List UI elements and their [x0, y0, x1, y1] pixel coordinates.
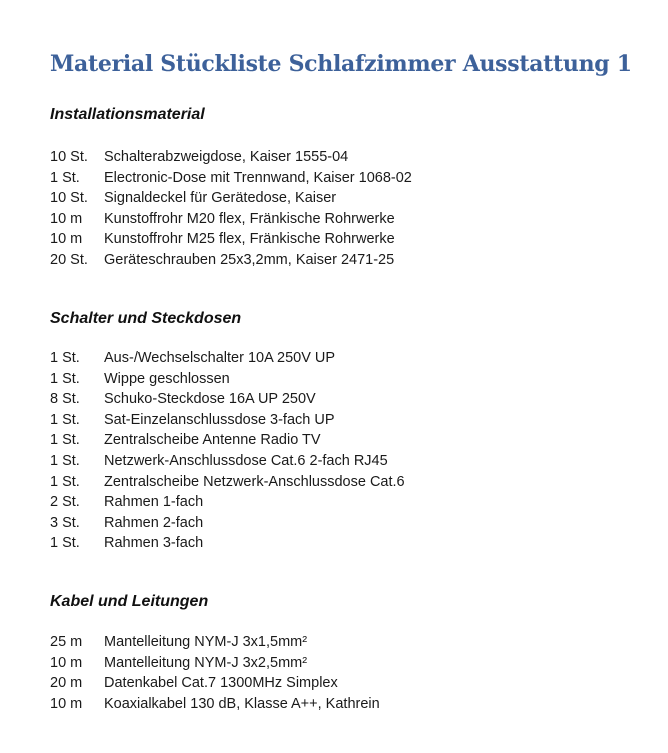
item-quantity: 20 m [50, 675, 83, 692]
item-quantity: 1 St. [50, 370, 80, 387]
list-item [50, 430, 405, 451]
list-item [50, 410, 405, 431]
item-description: Netzwerk-Anschlussdose Cat.6 2-fach RJ45 [104, 452, 388, 469]
item-description: Schuko-Steckdose 16A UP 250V [104, 391, 316, 408]
list-item [50, 492, 405, 513]
item-quantity: 10 m [50, 231, 83, 248]
item-description: Kunstoffrohr M20 flex, Fränkische Rohrwerke [104, 210, 395, 227]
item-description: Koaxialkabel 130 dB, Klasse A++, Kathrein [104, 695, 380, 712]
list-item [50, 513, 405, 534]
item-quantity: 1 St. [50, 473, 80, 490]
item-description: Aus-/Wechselschalter 10A 250V UP [104, 350, 336, 366]
item-description: Wippe geschlossen [104, 370, 230, 387]
item-quantity: 10 m [50, 654, 83, 671]
list-item [50, 673, 380, 694]
list-item [50, 472, 405, 493]
list-item [50, 451, 405, 472]
list-item [50, 369, 405, 390]
item-quantity: 3 St. [50, 514, 80, 531]
section-heading-schalter-und-steckdosen: Schalter und Steckdosen [50, 310, 242, 327]
item-description: Mantelleitung NYM-J 3x1,5mm² [104, 634, 308, 650]
list-item [50, 348, 405, 369]
list-item [50, 653, 380, 674]
section-heading-installationsmaterial: Installationsmaterial [50, 106, 205, 123]
item-quantity: 2 St. [50, 494, 80, 511]
item-quantity: 10 m [50, 210, 83, 227]
item-quantity: 1 St. [50, 350, 80, 366]
item-description: Rahmen 2-fach [104, 514, 204, 531]
item-quantity: 10 St. [50, 149, 88, 165]
item-description: Geräteschrauben 25x3,2mm, Kaiser 2471-25 [104, 251, 395, 268]
item-list-schalter-und-steckdosen [50, 348, 405, 554]
list-item [50, 632, 380, 653]
item-list-installationsmaterial [50, 147, 412, 271]
item-quantity: 10 St. [50, 190, 88, 207]
item-description: Zentralscheibe Netzwerk-Anschlussdose Cat.6 [104, 473, 405, 490]
list-item [50, 250, 412, 271]
item-description: Rahmen 1-fach [104, 494, 204, 511]
list-item [50, 188, 412, 209]
list-item [50, 533, 405, 554]
item-description: Schalterabzweigdose, Kaiser 1555-04 [104, 149, 349, 165]
item-description: Sat-Einzelanschlussdose 3-fach UP [104, 411, 335, 428]
item-description: Datenkabel Cat.7 1300MHz Simplex [104, 675, 338, 692]
item-quantity: 1 St. [50, 452, 80, 469]
document-title: Material Stückliste Schlafzimmer Ausstattung 1 [50, 51, 632, 77]
list-item [50, 209, 412, 230]
item-description: Zentralscheibe Antenne Radio TV [104, 432, 321, 449]
list-item [50, 229, 412, 250]
list-item [50, 147, 412, 168]
item-description: Signaldeckel für Gerätedose, Kaiser [104, 190, 337, 207]
item-quantity: 1 St. [50, 535, 80, 552]
list-item [50, 168, 412, 189]
section-heading-kabel-und-leitungen: Kabel und Leitungen [50, 593, 209, 610]
list-item [50, 389, 405, 410]
item-quantity: 1 St. [50, 169, 80, 186]
item-quantity: 8 St. [50, 391, 80, 408]
item-description: Kunstoffrohr M25 flex, Fränkische Rohrwerke [104, 231, 395, 248]
item-description: Rahmen 3-fach [104, 535, 204, 552]
item-description: Electronic-Dose mit Trennwand, Kaiser 1068-02 [104, 169, 412, 186]
item-quantity: 1 St. [50, 432, 80, 449]
list-item [50, 694, 380, 715]
item-list-kabel-und-leitungen [50, 632, 380, 714]
item-quantity: 25 m [50, 634, 83, 650]
item-quantity: 1 St. [50, 411, 80, 428]
item-description: Mantelleitung NYM-J 3x2,5mm² [104, 654, 308, 671]
item-quantity: 10 m [50, 695, 83, 712]
item-quantity: 20 St. [50, 251, 88, 268]
